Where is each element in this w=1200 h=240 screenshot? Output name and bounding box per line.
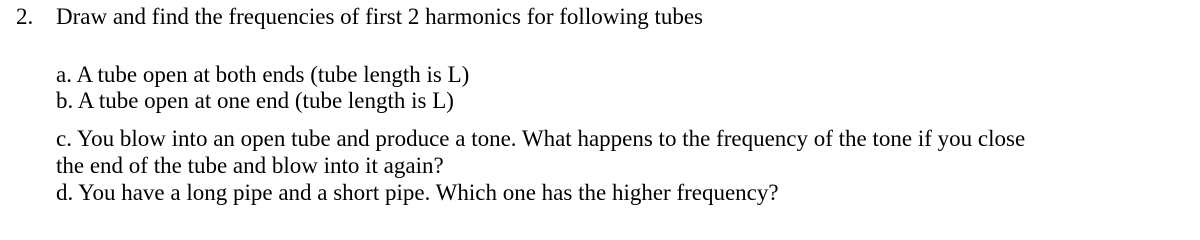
part-c-line-1: c. You blow into an open tube and produce a tone. What happens to the frequency of the tone if you close xyxy=(56,126,1026,151)
question-stem: Draw and find the frequencies of first 2 harmonics for following tubes xyxy=(56,4,704,29)
part-b: b. A tube open at one end (tube length is L) xyxy=(56,88,454,113)
part-a: a. A tube open at both ends (tube length is L) xyxy=(56,62,470,87)
part-c-line-2: the end of the tube and blow into it again? xyxy=(56,153,444,178)
part-d: d. You have a long pipe and a short pipe. Which one has the higher frequency? xyxy=(56,180,779,205)
question-number: 2. xyxy=(16,4,34,29)
